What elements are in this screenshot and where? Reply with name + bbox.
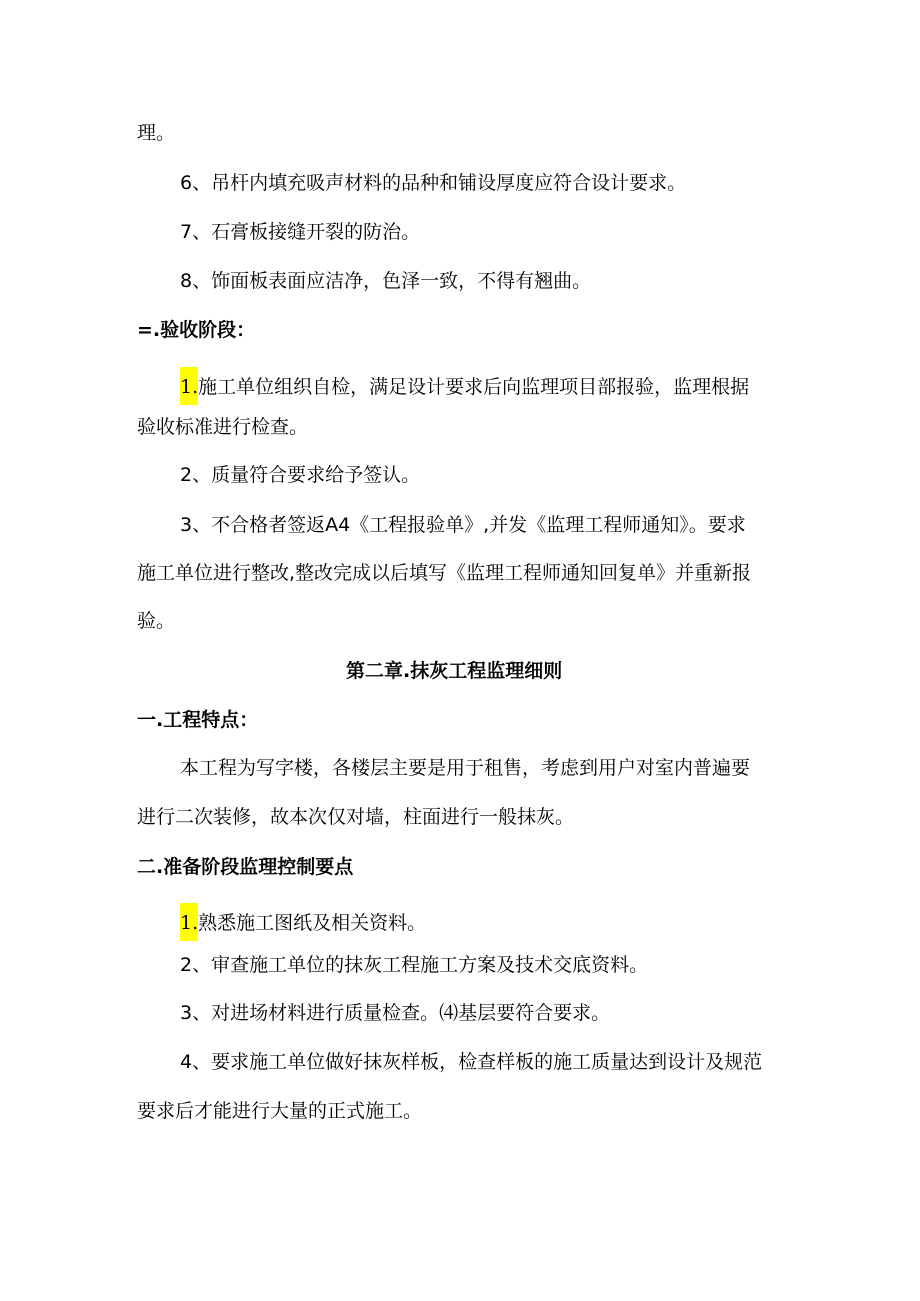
features-paragraph-line1: 本工程为写字楼，各楼层主要是用于租售，考虑到用户对室内普遍要 [180,757,751,779]
acceptance-item-3-end: 验。 [137,610,176,632]
prep-item-1-text: 熟悉施工图纸及相关资料。 [198,912,427,934]
acceptance-item-3-cont: 施工单位进行整改,整改完成以后填写《监理工程师通知回复单》并重新报 [137,562,752,584]
prep-item-2: 2、审查施工单位的抹灰工程施工方案及技术交底资料。 [180,954,649,976]
acceptance-item-1-text: 施工单位组织自检，满足设计要求后向监理项目部报验，监理根据 [198,376,750,398]
highlighted-number: 1. [180,903,198,941]
features-paragraph-line2: 进行二次装修，故本次仅对墙，柱面进行一般抹灰。 [137,806,575,828]
acceptance-item-1-cont: 验收标准进行检查。 [137,416,309,438]
list-item-7: 7、石膏板接缝开裂的防治。 [180,221,421,243]
acceptance-item-3: 3、不合格者签返A4《工程报验单》,并发《监理工程师通知》。要求 [180,514,746,536]
prep-item-4-cont: 要求后才能进行大量的正式施工。 [137,1100,423,1122]
list-item-6: 6、吊杆内填充吸声材料的品种和铺设厚度应符合设计要求。 [180,172,687,194]
highlighted-number: 1. [180,367,198,405]
section-heading-features: 一.工程特点： [137,709,259,731]
list-item-8: 8、饰面板表面应洁净，色泽一致，不得有翘曲。 [180,270,592,292]
prep-item-4: 4、要求施工单位做好抹灰样板，检查样板的施工质量达到设计及规范 [180,1051,763,1073]
acceptance-item-2: 2、质量符合要求给予签认。 [180,464,421,486]
prep-item-1 [180,903,426,941]
prep-item-3: 3、对进场材料进行质量检查。⑷基层要符合要求。 [180,1002,611,1024]
acceptance-item-1 [180,367,749,405]
section-heading-acceptance: =.验收阶段： [137,319,256,341]
chapter-title: 第二章.抹灰工程监理细则 [346,660,563,682]
section-heading-preparation: 二.准备阶段监理控制要点 [137,856,354,878]
paragraph-continuation: 理。 [137,122,176,144]
